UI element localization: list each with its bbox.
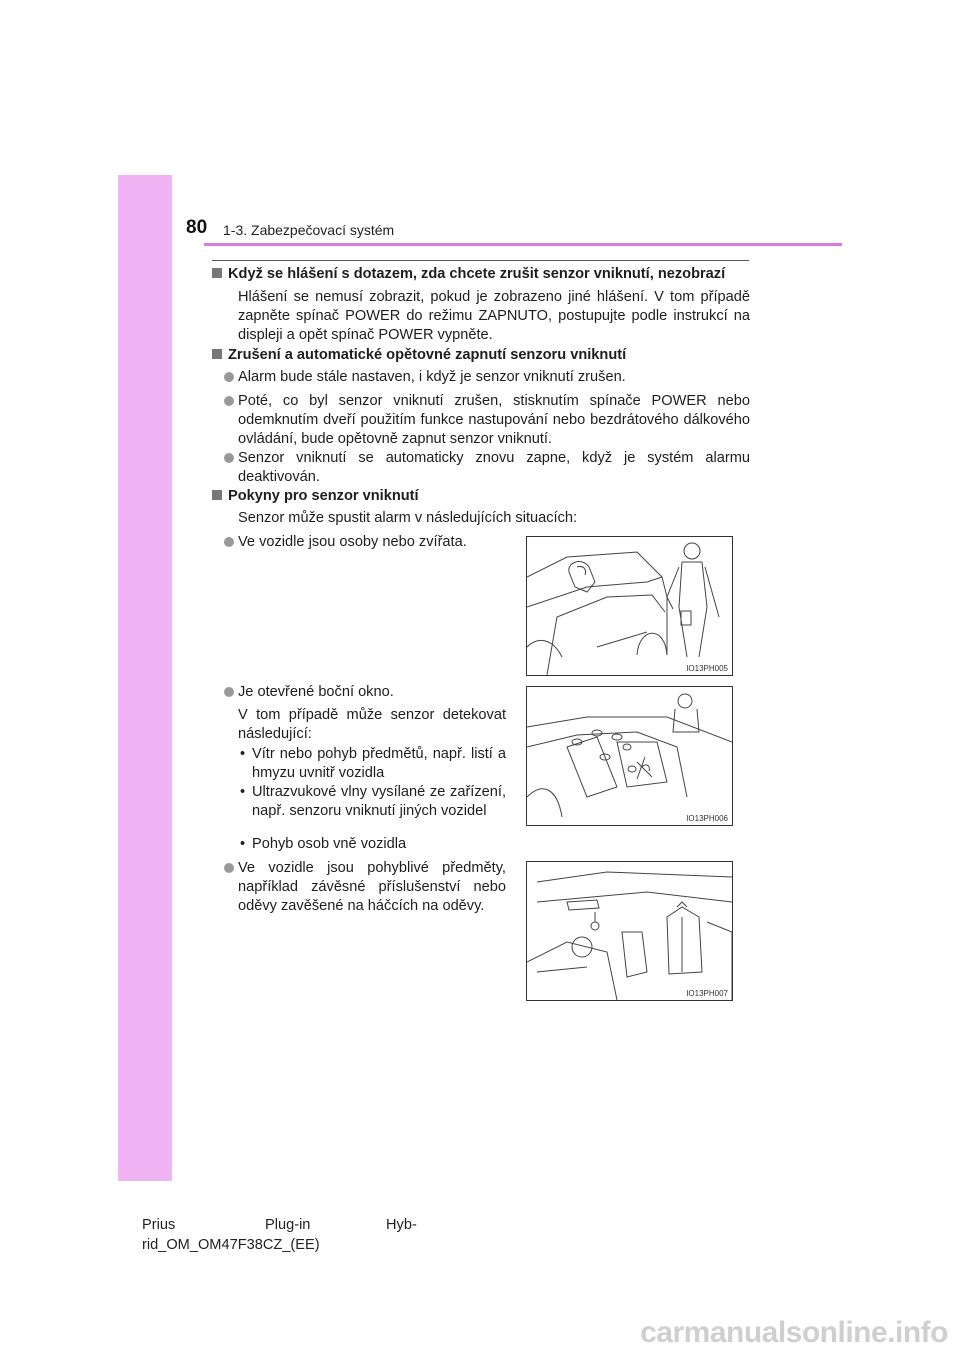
footer-model: Prius (142, 1217, 176, 1233)
figure-code: IO13PH006 (686, 814, 728, 823)
car-dog-illustration (527, 537, 732, 675)
square-bullet-icon (212, 349, 222, 359)
open-window-illustration (527, 687, 732, 825)
page-number: 80 (186, 217, 208, 238)
bullet-item: Senzor vniknutí se automaticky znovu zapne, když je systém alarmu deaktivován. (238, 449, 750, 487)
figure-code: IO13PH005 (686, 664, 728, 673)
figure-hanging-items (526, 861, 733, 1001)
section-heading-2: Zrušení a automatické opětovné zapnutí senzoru vniknutí (212, 346, 750, 365)
section-intro-3: Senzor může spustit alarm v následujících situacích: (238, 510, 578, 526)
section-heading-1: Když se hlášení s dotazem, zda chcete zrušit senzor vniknutí, nezobrazí (212, 265, 750, 284)
top-divider (212, 260, 749, 261)
figure-dog-in-car (526, 536, 733, 676)
side-tab-bar (118, 175, 172, 1181)
bullet-item: Alarm bude stále nastaven, i když je senzor vniknutí zrušen. (238, 368, 750, 387)
watermark: carmanualsonline.info (640, 1316, 948, 1349)
round-bullet-icon (224, 396, 234, 406)
footer-code: rid_OM_OM47F38CZ_(EE) (142, 1237, 320, 1253)
figure-open-window (526, 686, 733, 826)
round-bullet-icon (224, 863, 234, 873)
square-bullet-icon (212, 268, 222, 278)
footer-model-c: Hyb- (386, 1217, 417, 1233)
round-bullet-icon (224, 687, 234, 697)
section-title: 1-3. Zabezpečovací systém (223, 222, 395, 238)
hanging-items-illustration (527, 862, 732, 1000)
round-bullet-icon (224, 537, 234, 547)
square-bullet-icon (212, 490, 222, 500)
section-body-1: Hlášení se nemusí zobrazit, pokud je zobrazeno jiné hlášení. V tom případě zapněte spínač POWER do režimu ZAPNUTO, postupujte podle instrukcí na displeji a opět spínač POWER vypněte. (238, 289, 750, 343)
bullet-item: Ve vozidle jsou pohyblivé předměty, například závěsné příslušenství nebo oděvy zavěšené na háčcích na oděvy. (238, 859, 506, 916)
bullet-item: Je otevřené boční okno. (238, 683, 506, 702)
round-bullet-icon (224, 372, 234, 382)
bullet-item: Poté, co byl senzor vniknutí zrušen, stisknutím spínače POWER nebo odemknutím dveří použitím funkce nastupování nebo bezdrátového dálkového ovládání, bude opětovně zapnut senzor vniknutí. (238, 392, 750, 449)
bullet-item: Ve vozidle jsou osoby nebo zvířata. (238, 533, 506, 552)
header-rule (204, 243, 842, 246)
footer-model-b: Plug-in (265, 1217, 311, 1233)
round-bullet-icon (224, 453, 234, 463)
section-heading-3: Pokyny pro senzor vniknutí (212, 487, 750, 506)
figure-code: IO13PH007 (686, 989, 728, 998)
sub-intro: V tom případě může senzor detekovat následující: (238, 707, 506, 742)
